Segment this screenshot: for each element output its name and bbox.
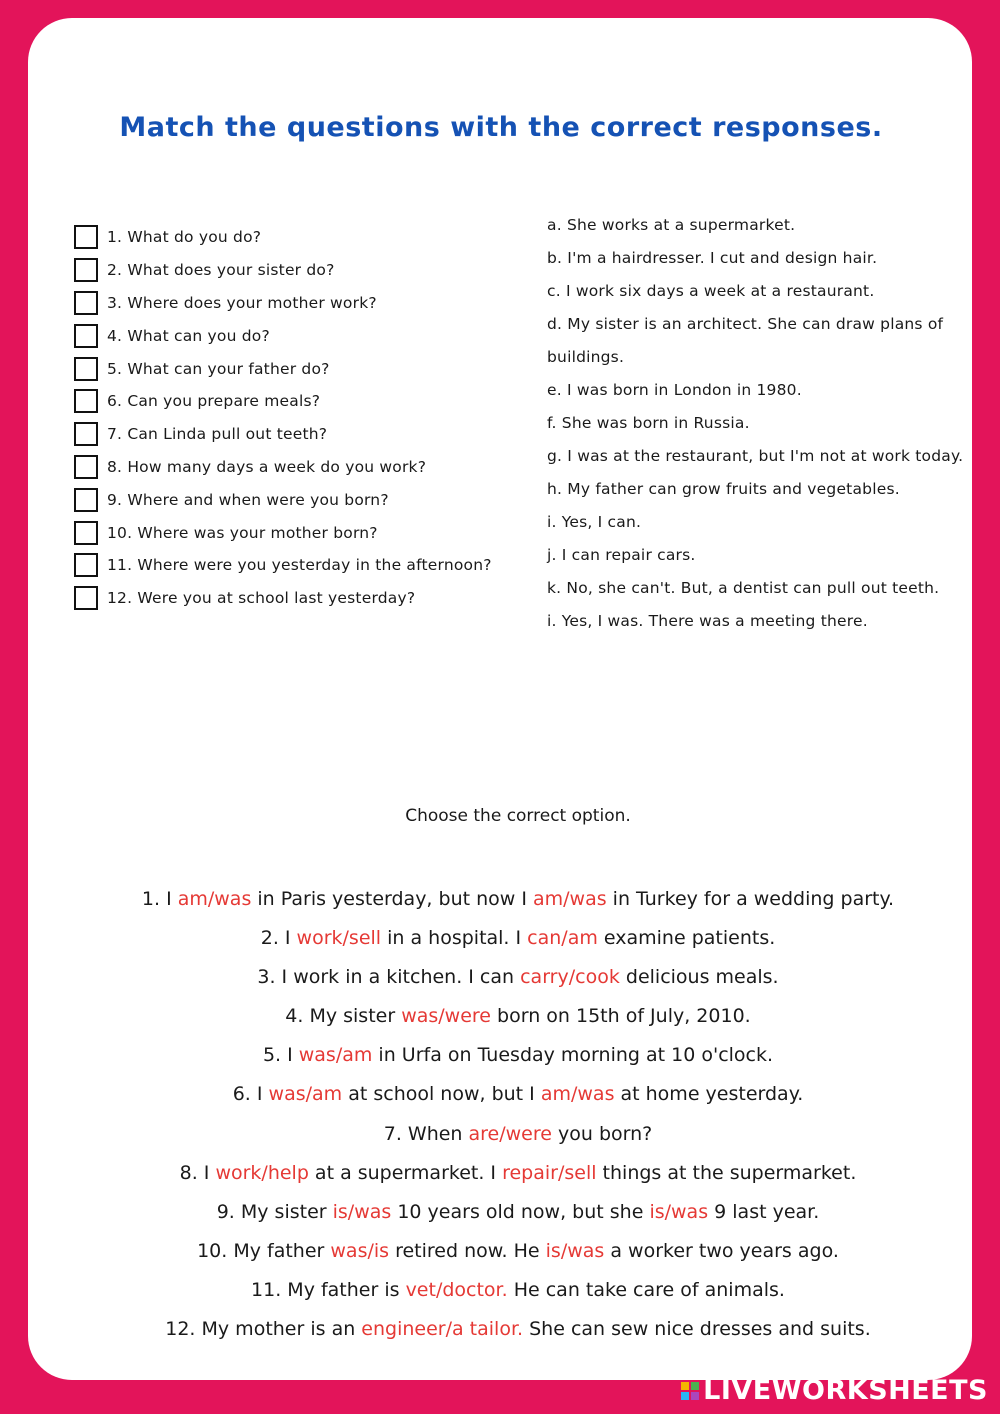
question-row [74,483,514,516]
response-text: d. My sister is an architect. She can draw plans of [547,315,944,333]
option-choice[interactable]: is/was [545,1239,605,1262]
sentence-text: He can take care of animals. [507,1278,785,1301]
option-choice[interactable]: work/help [215,1161,309,1184]
question-text: 6. Can you prepare meals? [107,392,321,411]
question-row [74,352,514,385]
question-text: 9. Where and when were you born? [107,490,389,509]
question-row [74,549,514,582]
sentence-text: a worker two years ago. [604,1239,839,1262]
section-title: Choose the correct option. [405,806,631,826]
sentence-text: at a supermarket. I [308,1161,503,1184]
option-choice[interactable]: was/is [330,1239,390,1262]
question-row [74,385,514,418]
option-choice[interactable]: work/sell [296,927,382,950]
question-text: 3. Where does your mother work? [107,293,377,312]
sentence-text: retired now. He [389,1239,546,1262]
sentence-line [28,997,1000,1036]
questions-list [74,221,514,615]
sentence-text: in Urfa on Tuesday morning at 10 o'clock. [372,1044,774,1067]
question-row [74,221,514,254]
question-row [74,516,514,549]
response-text: e. I was born in London in 1980. [547,381,802,399]
sentence-line [28,880,1000,919]
option-choice[interactable]: vet/doctor. [405,1278,508,1301]
logo-square [681,1382,689,1390]
sentence-text: 3. I work in a kitchen. I can [257,966,521,989]
option-choice[interactable]: can/am [527,927,598,950]
sentence-line [28,958,1000,997]
sentence-text: 6. I [232,1083,269,1106]
option-choice[interactable]: repair/sell [502,1161,597,1184]
sentence-line [28,1193,1000,1232]
option-choice[interactable]: carry/cook [520,966,620,989]
answer-checkbox[interactable] [74,291,98,315]
response-text: f. She was born in Russia. [547,414,750,432]
question-text: 5. What can your father do? [107,359,330,378]
question-text: 4. What can you do? [107,326,270,345]
answer-checkbox[interactable] [74,225,98,249]
brand-name: LIVEWORKSHEETS [703,1375,988,1406]
question-text: 2. What does your sister do? [107,261,335,280]
answer-checkbox[interactable] [74,553,98,577]
sentence-text: examine patients. [597,927,776,950]
sentence-text: 8. I [179,1161,216,1184]
sentence-text: in Paris yesterday, but now I [251,888,533,910]
sentences-list [28,880,1000,1349]
response-text: buildings. [547,348,625,366]
sentence-text: 4. My sister [285,1005,402,1028]
sentence-text: in Turkey for a wedding party. [606,888,895,910]
answer-checkbox[interactable] [74,521,98,545]
response-text: i. Yes, I was. There was a meeting there. [547,612,868,630]
logo-square [691,1382,699,1390]
logo-square [681,1392,689,1400]
sentence-text: 11. My father is [251,1278,406,1301]
option-choice[interactable]: are/were [468,1122,552,1145]
sentence-line [28,1075,1000,1114]
liveworksheets-logo-icon [681,1382,699,1400]
responses-list [547,209,997,638]
sentence-text: 9 last year. [708,1200,820,1223]
response-text: g. I was at the restaurant, but I'm not at work today. [547,447,964,465]
sentence-text: 5. I [262,1044,299,1067]
sentence-text: 1. I [141,888,178,910]
answer-checkbox[interactable] [74,389,98,413]
option-choice[interactable]: engineer/a tailor. [361,1318,524,1341]
response-text: b. I'm a hairdresser. I cut and design hair. [547,249,878,267]
logo-square [691,1392,699,1400]
sentence-line [28,1271,1000,1310]
response-text: c. I work six days a week at a restaurant. [547,282,875,300]
answer-checkbox[interactable] [74,422,98,446]
question-text: 1. What do you do? [107,228,262,247]
response-text: k. No, she can't. But, a dentist can pull out teeth. [547,579,940,597]
option-choice[interactable]: was/am [298,1044,373,1067]
answer-checkbox[interactable] [74,488,98,512]
sentence-line [28,1115,1000,1154]
sentence-line [28,1036,1000,1075]
sentence-line [28,1232,1000,1271]
response-text: h. My father can grow fruits and vegetables. [547,480,900,498]
question-text: 7. Can Linda pull out teeth? [107,425,328,444]
option-choice[interactable]: is/was [649,1200,709,1223]
sentence-text: born on 15th of July, 2010. [491,1005,751,1028]
sentence-text: in a hospital. I [381,927,528,950]
sentence-text: 2. I [260,927,297,950]
question-text: 12. Were you at school last yesterday? [107,589,416,608]
question-text: 10. Where was your mother born? [107,523,378,542]
question-row [74,254,514,287]
option-choice[interactable]: was/were [401,1005,491,1028]
worksheet-title: Match the questions with the correct responses. [119,112,883,143]
sentence-text: you born? [551,1122,653,1145]
sentence-text: She can sew nice dresses and suits. [523,1318,871,1341]
option-choice[interactable]: am/was [177,888,252,910]
answer-checkbox[interactable] [74,455,98,479]
question-row [74,451,514,484]
answer-checkbox[interactable] [74,357,98,381]
question-text: 8. How many days a week do you work? [107,457,427,476]
option-choice[interactable]: am/was [540,1083,615,1106]
response-text: j. I can repair cars. [547,546,696,564]
sentence-line [28,1154,1000,1193]
question-row [74,287,514,320]
sentence-text: 7. When [383,1122,469,1145]
option-choice[interactable]: am/was [533,888,607,910]
sentence-text: 9. My sister [216,1200,333,1223]
sentence-text: 10 years old now, but she [391,1200,650,1223]
worksheet-page [28,18,972,1380]
option-choice[interactable]: is/was [332,1200,392,1223]
answer-checkbox[interactable] [74,586,98,610]
sentence-text: delicious meals. [619,966,779,989]
option-choice[interactable]: was/am [268,1083,343,1106]
sentence-text: things at the supermarket. [596,1161,857,1184]
sentence-line [28,919,1000,958]
response-text: i. Yes, I can. [547,513,642,531]
question-row [74,582,514,615]
sentence-text: at home yesterday. [614,1083,804,1106]
answer-checkbox[interactable] [74,324,98,348]
sentence-text: 12. My mother is an [165,1318,362,1341]
question-row [74,319,514,352]
sentence-text: at school now, but I [342,1083,541,1106]
question-text: 11. Where were you yesterday in the afternoon? [107,556,492,575]
sentence-text: 10. My father [197,1239,331,1262]
answer-checkbox[interactable] [74,258,98,282]
question-row [74,418,514,451]
sentence-line [28,1310,1000,1349]
response-text: a. She works at a supermarket. [547,216,796,234]
brand-logo[interactable] [681,1375,988,1406]
